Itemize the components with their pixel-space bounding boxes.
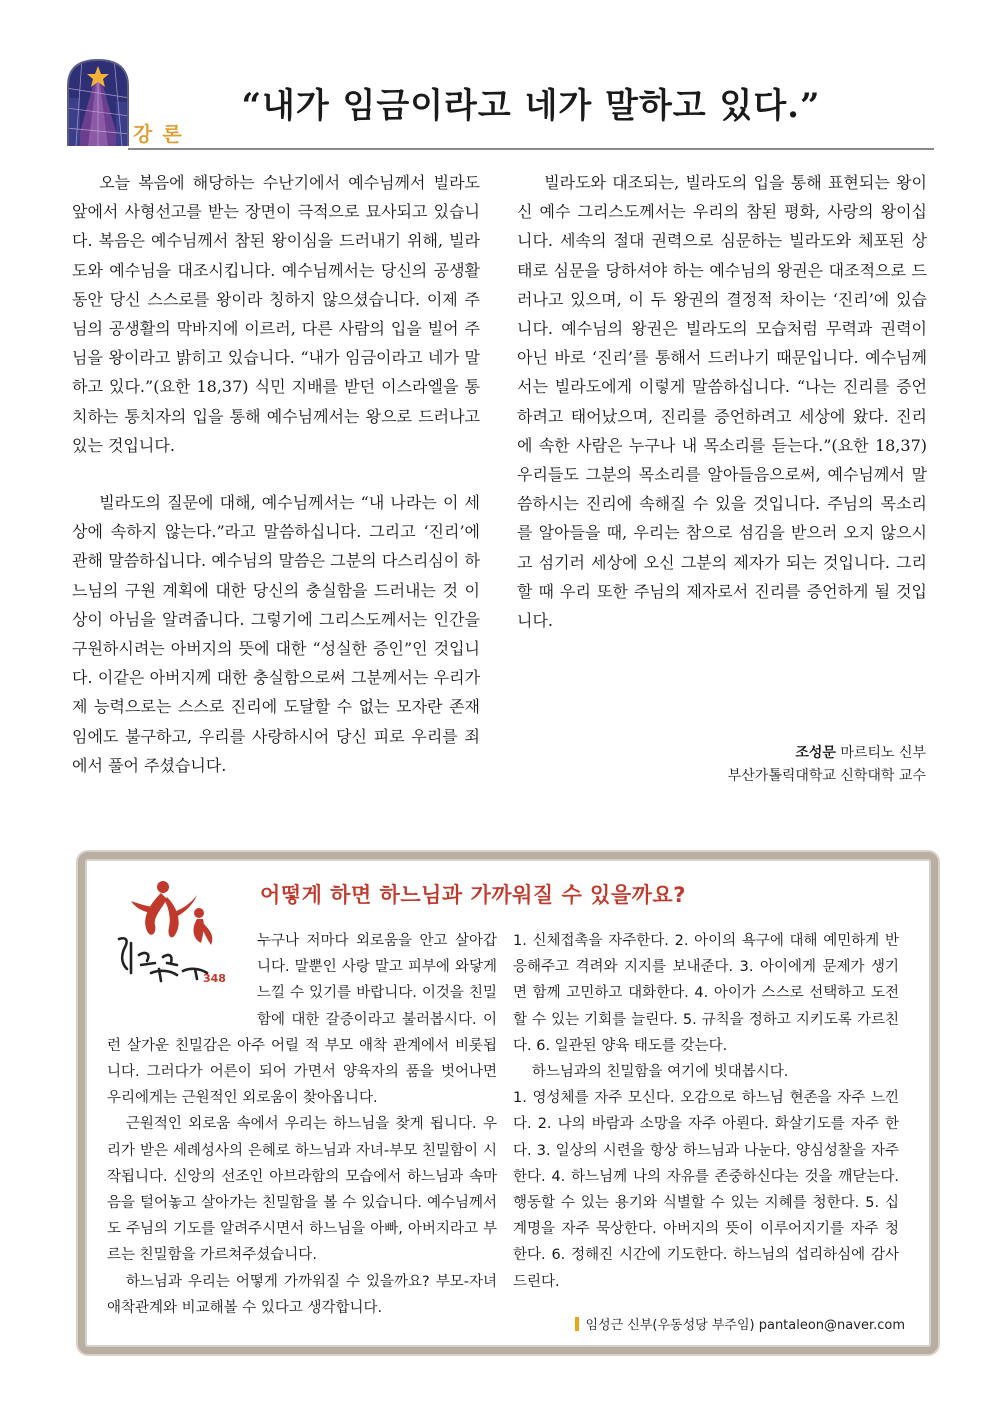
author-name: 조성문 — [795, 745, 836, 761]
box-paragraph: 하느님과의 친밀함을 여기에 빗대봅시다. — [531, 1064, 789, 1081]
homily-right-column — [517, 168, 927, 635]
box-paragraph: 누구나 저마다 외로움을 안고 살아갑니다. 말뿐인 사랑 말고 피부에 와닿게 느낄 수 있기를 바랍니다. 이것을 친밀함에 대한 갈증이라고 불러봅시다. 이런 살가운 친밀감은 아주 어릴 적 부모 애착 관계에서 비롯됩니다. 그러다가 어른이 되어 가면서 양육자의 품을 벗어나면 우리에게는 근원적인 외로움이 찾아옵니다. — [107, 933, 497, 1107]
header-divider — [128, 148, 934, 150]
logo-wrap-spacer — [107, 928, 257, 1008]
author-title: 마르티노 신부 — [835, 745, 926, 761]
section-label: 강론 — [133, 122, 192, 146]
box-signature — [575, 1314, 905, 1333]
author-byline — [728, 742, 926, 788]
signature-bar — [575, 1317, 579, 1331]
homily-paragraph: 오늘 복음에 해당하는 수난기에서 예수님께서 빌라도 앞에서 사형선고를 받는 장면이 극적으로 묘사되고 있습니다. 복음은 예수님께서 참된 왕이심을 드러내기 위해, 빌라도와 예수님을 대조시킵니다. 예수님께서는 당신의 공생활 동안 당신 스스로를 왕이라 칭하지 않으셨습니다. 이제 주님의 공생활의 막바지에 이르러, 다른 사람의 입을 빌어 주님을 왕이라고 밝히고 있습니다. “내가 임금이라고 네가 말하고 있다.”(요한 18,37) 식민 지배를 받던 이스라엘을 통치하는 통치자의 입을 통해 예수님께서는 왕으로 드러나고 있는 것입니다. — [72, 173, 480, 455]
box-paragraph: 근원적인 외로움 속에서 우리는 하느님을 찾게 됩니다. 우리가 받은 세례성사의 은혜로 하느님과 자녀-부모 친밀함이 시작됩니다. 신앙의 선조인 아브라함의 모습에서 하느님과 속마음을 털어놓고 살아가는 친밀함을 볼 수 있습니다. 예수님께서도 주님의 기도를 알려주시면서 하느님을 아빠, 아버지라고 부르는 친밀함을 가르쳐주셨습니다. — [107, 1116, 497, 1264]
box-paragraph: 하느님과 우리는 어떻게 가까워질 수 있을까요? 부모-자녀 애착관계와 비교해볼 수 있다고 생각합니다. — [107, 1273, 497, 1316]
signature-text: 임성근 신부(우동성당 부주임) pantaleon@naver.com — [585, 1318, 905, 1333]
homily-paragraph: 빌라도의 질문에 대해, 예수님께서는 “내 나라는 이 세상에 속하지 않는다.”라고 말씀하십니다. 그리고 ‘진리’에 관해 말씀하십니다. 예수님의 말씀은 그분의 다스리심이 하느님의 구원 계획에 대한 당신의 충실함을 드러내는 것 이상이 아님을 알려줍니다. 그렇기에 그리스도께서는 인간을 구원하시려는 아버지의 뜻에 대한 “성실한 증인”인 것입니다. 이같은 아버지께 대한 충실함으로써 그분께서는 우리가 제 능력으로는 스스로 진리에 도달할 수 없는 모자란 존재임에도 불구하고, 우리를 사랑하시어 당신 피로 우리를 죄에서 풀어 주셨습니다. — [72, 493, 480, 775]
stained-glass-logo — [66, 58, 130, 146]
page-title: “내가 임금이라고 네가 말하고 있다.” — [241, 86, 821, 126]
homily-paragraph: 빌라도와 대조되는, 빌라도의 입을 통해 표현되는 왕이신 예수 그리스도께서는 우리의 참된 평화, 사랑의 왕이십니다. 세속의 절대 권력으로 심문하는 빌라도와 체포된 상태로 심문을 당하셔야 하는 예수님의 왕권은 대조적으로 드러나고 있으며, 이 두 왕권의 결정적 차이는 ‘진리’에 있습니다. 예수님의 왕권은 빌라도의 모습처럼 무력과 권력이 아닌 바로 ‘진리’를 통해서 드러나기 때문입니다. 예수님께서는 빌라도에게 이렇게 말씀하십니다. “나는 진리를 증언하려고 태어났으며, 진리를 증언하려고 세상에 왔다. 진리에 속한 사람은 누구나 내 목소리를 듣는다.”(요한 18,37) 우리들도 그분의 목소리를 알아들음으로써, 예수님께서 말씀하시는 진리에 속해질 수 있을 것입니다. 주님의 목소리를 알아들을 때, 우리는 참으로 섬김을 받으러 오지 않으시고 섬기러 세상에 오신 그분의 제자가 되는 것입니다. 그리할 때 우리 또한 주님의 제자로서 진리를 증언하게 될 것입니다. — [517, 173, 927, 631]
box-title: 어떻게 하면 하느님과 가까워질 수 있을까요? — [260, 883, 686, 907]
box-right-column — [513, 928, 899, 1295]
box-paragraph: 1. 영성체를 자주 모신다. 오감으로 하느님 현존을 자주 느낀다. 2. 나의 바람과 소망을 자주 아뢴다. 화살기도를 자주 한다. 3. 일상의 시련을 항상 하느님과 나눈다. 양심성찰을 자주 한다. 4. 하느님께 나의 자유를 존중하신다는 것을 깨닫는다. 행동할 수 있는 용기와 식별할 수 있는 지혜를 청한다. 5. 십계명을 자주 묵상한다. 아버지의 뜻이 이루어지기를 자주 청한다. 6. 정해진 시간에 기도한다. 하느님의 섭리하심에 감사드린다. — [513, 1090, 899, 1290]
box-left-column — [107, 928, 497, 1321]
calligraphy-number: 348 — [203, 972, 226, 985]
author-affiliation: 부산가톨릭대학교 신학대학 교수 — [727, 768, 926, 784]
box-paragraph: 1. 신체접촉을 자주한다. 2. 아이의 욕구에 대해 예민하게 반응해주고 격려와 지지를 보내준다. 3. 아이에게 문제가 생기면 함께 고민하고 대화한다. 4. 아이가 스스로 선택하고 도전할 수 있는 기회를 늘린다. 5. 규칙을 정하고 지키도록 가르친다. 6. 일관된 양육 태도를 갖는다. — [513, 933, 899, 1054]
column-box — [78, 852, 938, 1354]
homily-left-column — [72, 168, 480, 780]
